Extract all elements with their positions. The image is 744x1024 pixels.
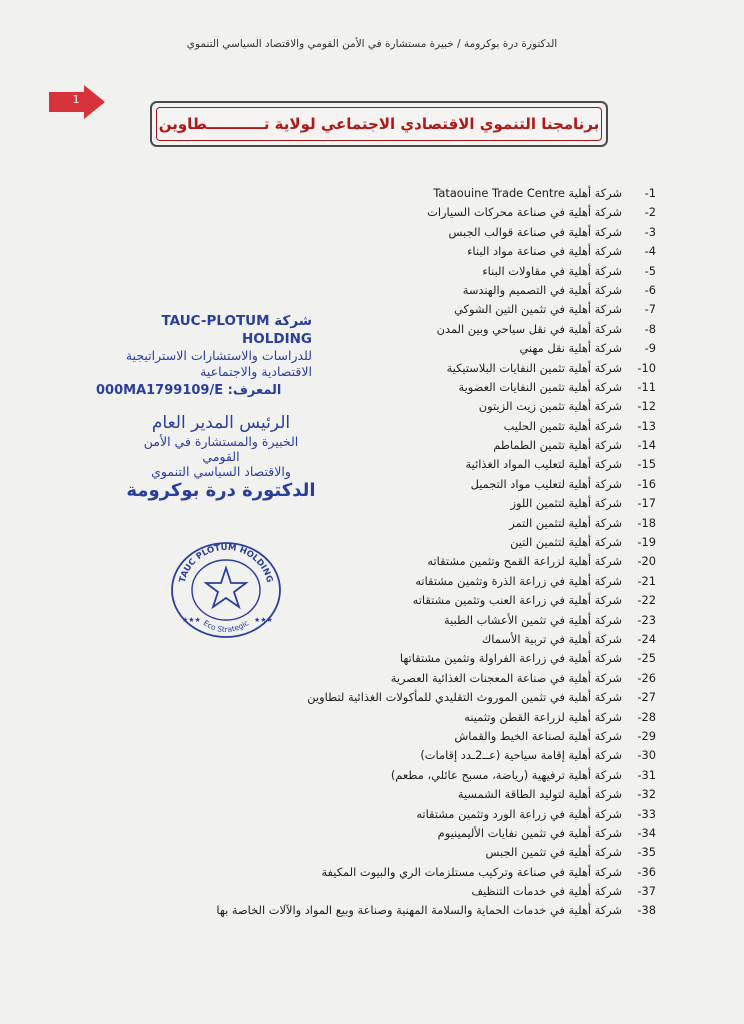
title-box [150,101,608,147]
list-item-number: -13 [637,418,656,433]
company-stamp-id: 000MA1799109/E :المعرف [96,383,282,398]
list-item-text: شركة أهلية لتعليب المواد الغذائية [465,457,622,472]
list-item-text: شركة أهلية لتعليب مواد التجميل [470,476,622,491]
list-item-text: شركة أهلية في صناعة قوالب الجبس [448,224,622,239]
list-item-text: شركة أهلية نقل مهني [519,341,622,356]
list-item-number: -6 [644,282,656,297]
list-item-text: شركة أهلية في نقل سياحي وبين المدن [436,321,622,336]
list-item-number: -2 [644,205,656,220]
list-item-text: شركة أهلية لتثمين اللوز [510,496,622,511]
list-item [96,785,656,804]
list-item-number: -11 [637,379,656,394]
company-stamp-line3: الاقتصادية والاجتماعية [200,364,312,379]
list-item [96,262,656,281]
list-item-number: -22 [637,593,656,608]
list-item-text: شركة أهلية في مقاولات البناء [482,263,622,278]
list-item-text: شركة أهلية تثمين الحليب [503,418,622,433]
list-item-number: -23 [637,612,656,627]
list-item [96,824,656,843]
list-item-number: -1 [644,186,656,200]
company-seal-icon [168,540,284,640]
list-item-number: -20 [637,554,656,569]
list-item-text: شركة أهلية في صناعة وتركيب مستلزمات الري والبيوت المكيفة [321,864,622,879]
list-item-text: شركة أهلية في تثمين الأعشاب الطبية [444,612,622,627]
list-item-number: -15 [637,457,656,472]
signature-stamp [124,412,318,503]
seal-bottom-text: Eco Strategic [201,618,251,635]
list-item-text: شركة أهلية لزراعة القطن وتثمينه [464,709,622,724]
list-item-number: -32 [637,787,656,802]
list-item [96,223,656,242]
company-stamp-name: شركة TAUC-PLOTUM HOLDING [161,313,312,347]
list-item-number: -8 [644,321,656,336]
list-item-text: شركة أهلية ترفيهية (رياضة، مسبح عائلي، مطعم) [390,767,622,782]
signature-stamp-title1: الخبيرة والمستشارة في الأمن القومي [143,434,299,464]
list-item-text: شركة أهلية لزراعة القمح وتثمين مشتقاته [427,554,622,569]
list-item-text: شركة أهلية في تثمين الموروث التقليدي للمأكولات الغذائية لتطاوين [307,690,622,705]
svg-text:TAUC PLOTUM HOLDING [178,543,274,584]
list-item-text: شركة أهلية في خدمات التنظيف [471,884,622,899]
page-header: الدكتورة درة بوكرومة / خبيرة مستشارة في الأمن القومي والاقتصاد السياسي التنموي [186,38,558,50]
list-item-number: -37 [637,884,656,899]
list-item [96,242,656,261]
list-item-text: شركة أهلية في زراعة العنب وتثمين مشتقاته [412,593,622,608]
svg-text:★★★: ★★★ [182,616,201,624]
list-item-number: -18 [637,515,656,530]
list-item [96,843,656,862]
list-item [96,688,656,707]
list-item-number: -31 [637,767,656,782]
list-item [96,746,656,765]
list-item-number: -4 [644,244,656,259]
list-item-text: شركة أهلية في تثمين التين الشوكي [454,302,622,317]
list-item-number: -16 [637,476,656,491]
svg-text:★★★: ★★★ [254,616,273,624]
list-item-number: -25 [637,651,656,666]
list-item-number: -24 [637,631,656,646]
list-item-number: -34 [637,825,656,840]
signature-stamp-name: الدكتورة درة بوكرومة [126,480,316,501]
list-item-number: -35 [637,845,656,860]
list-item [96,281,656,300]
list-item-number: -12 [637,399,656,414]
list-item [96,863,656,882]
list-item-text: شركة أهلية في تثمين الجبس [485,845,622,860]
list-item-text: شركة أهلية في صناعة المعجنات الغذائية العصرية [390,670,622,685]
list-item-text: شركة أهلية في زراعة الورد وتثمين مشتقاته [416,806,622,821]
list-item [96,727,656,746]
list-item-text: شركة أهلية لتثمين التمر [509,515,622,530]
list-item-number: -3 [644,224,656,239]
list-item-number: -28 [637,709,656,724]
list-item-number: -17 [637,496,656,511]
list-item-text: شركة أهلية لتوليد الطاقة الشمسية [457,787,622,802]
list-item [96,882,656,901]
list-item-text: شركة أهلية لتثمين التين [510,535,622,550]
list-item-text: شركة أهلية تثمين النفايات العضوية [458,379,622,394]
list-item-text: شركة أهلية تثمين النفايات البلاستيكية [446,360,622,375]
list-item-number: -26 [637,670,656,685]
list-item-text: شركة أهلية في زراعة الذرة وتثمين مشتقاته [415,573,622,588]
list-item-text: شركة أهلية إقامة سياحية (عــ2ـدد إقامات) [420,748,622,763]
list-item-number: -7 [644,302,656,317]
company-stamp [96,312,312,402]
list-item-text: شركة أهلية في التصميم والهندسة [462,282,622,297]
list-item [96,649,656,668]
list-item-text: شركة أهلية Tataouine Trade Centre [433,186,622,200]
signature-stamp-title2: والاقتصاد السياسي التنموي [151,464,291,479]
list-item-text: شركة أهلية تثمين الطماطم [493,438,622,453]
list-item [96,184,656,203]
list-item-number: -10 [637,360,656,375]
list-item-number: -21 [637,573,656,588]
list-item-text: شركة أهلية في خدمات الحماية والسلامة المهنية وصناعة وبيع المواد والآلات الخاصة بها [216,903,622,918]
list-item-number: -30 [637,748,656,763]
list-item-number: -29 [637,728,656,743]
list-item-number: -19 [637,535,656,550]
list-item-number: -27 [637,690,656,705]
list-item-text: شركة أهلية تثمين زيت الزيتون [478,399,622,414]
list-item-text: شركة أهلية في صناعة مواد البناء [467,244,622,259]
list-item [96,514,656,533]
list-item-number: -33 [637,806,656,821]
list-item-number: -9 [644,341,656,356]
company-stamp-line2: للدراسات والاستشارات الاستراتيجية [125,348,312,363]
list-item-number: -38 [637,903,656,918]
list-item-text: شركة أهلية في تربية الأسماك [481,631,622,646]
list-item-text: شركة أهلية لصناعة الخيط والقماش [454,728,622,743]
list-item-text: شركة أهلية في صناعة محركات السيارات [427,205,622,220]
list-item [96,766,656,785]
seal-top-text: TAUC PLOTUM HOLDING [177,542,275,584]
list-item [96,805,656,824]
list-item [96,203,656,222]
page-number: 1 [72,93,80,106]
list-item-number: -5 [644,263,656,278]
list-item [96,708,656,727]
list-item-text: شركة أهلية في زراعة الفراولة وتثمين مشتقاتها [399,651,622,666]
list-item-text: شركة أهلية في تثمين نفايات الأليمينيوم [437,825,622,840]
list-item-number: -14 [637,438,656,453]
list-item-number: -36 [637,864,656,879]
document-title: برنامجنا التنموي الاقتصادي الاجتماعي لولاية تـــــــــــطاوين [156,107,602,141]
list-item [96,901,656,920]
list-item [96,669,656,688]
signature-stamp-role: الرئيس المدير العام [151,413,291,433]
